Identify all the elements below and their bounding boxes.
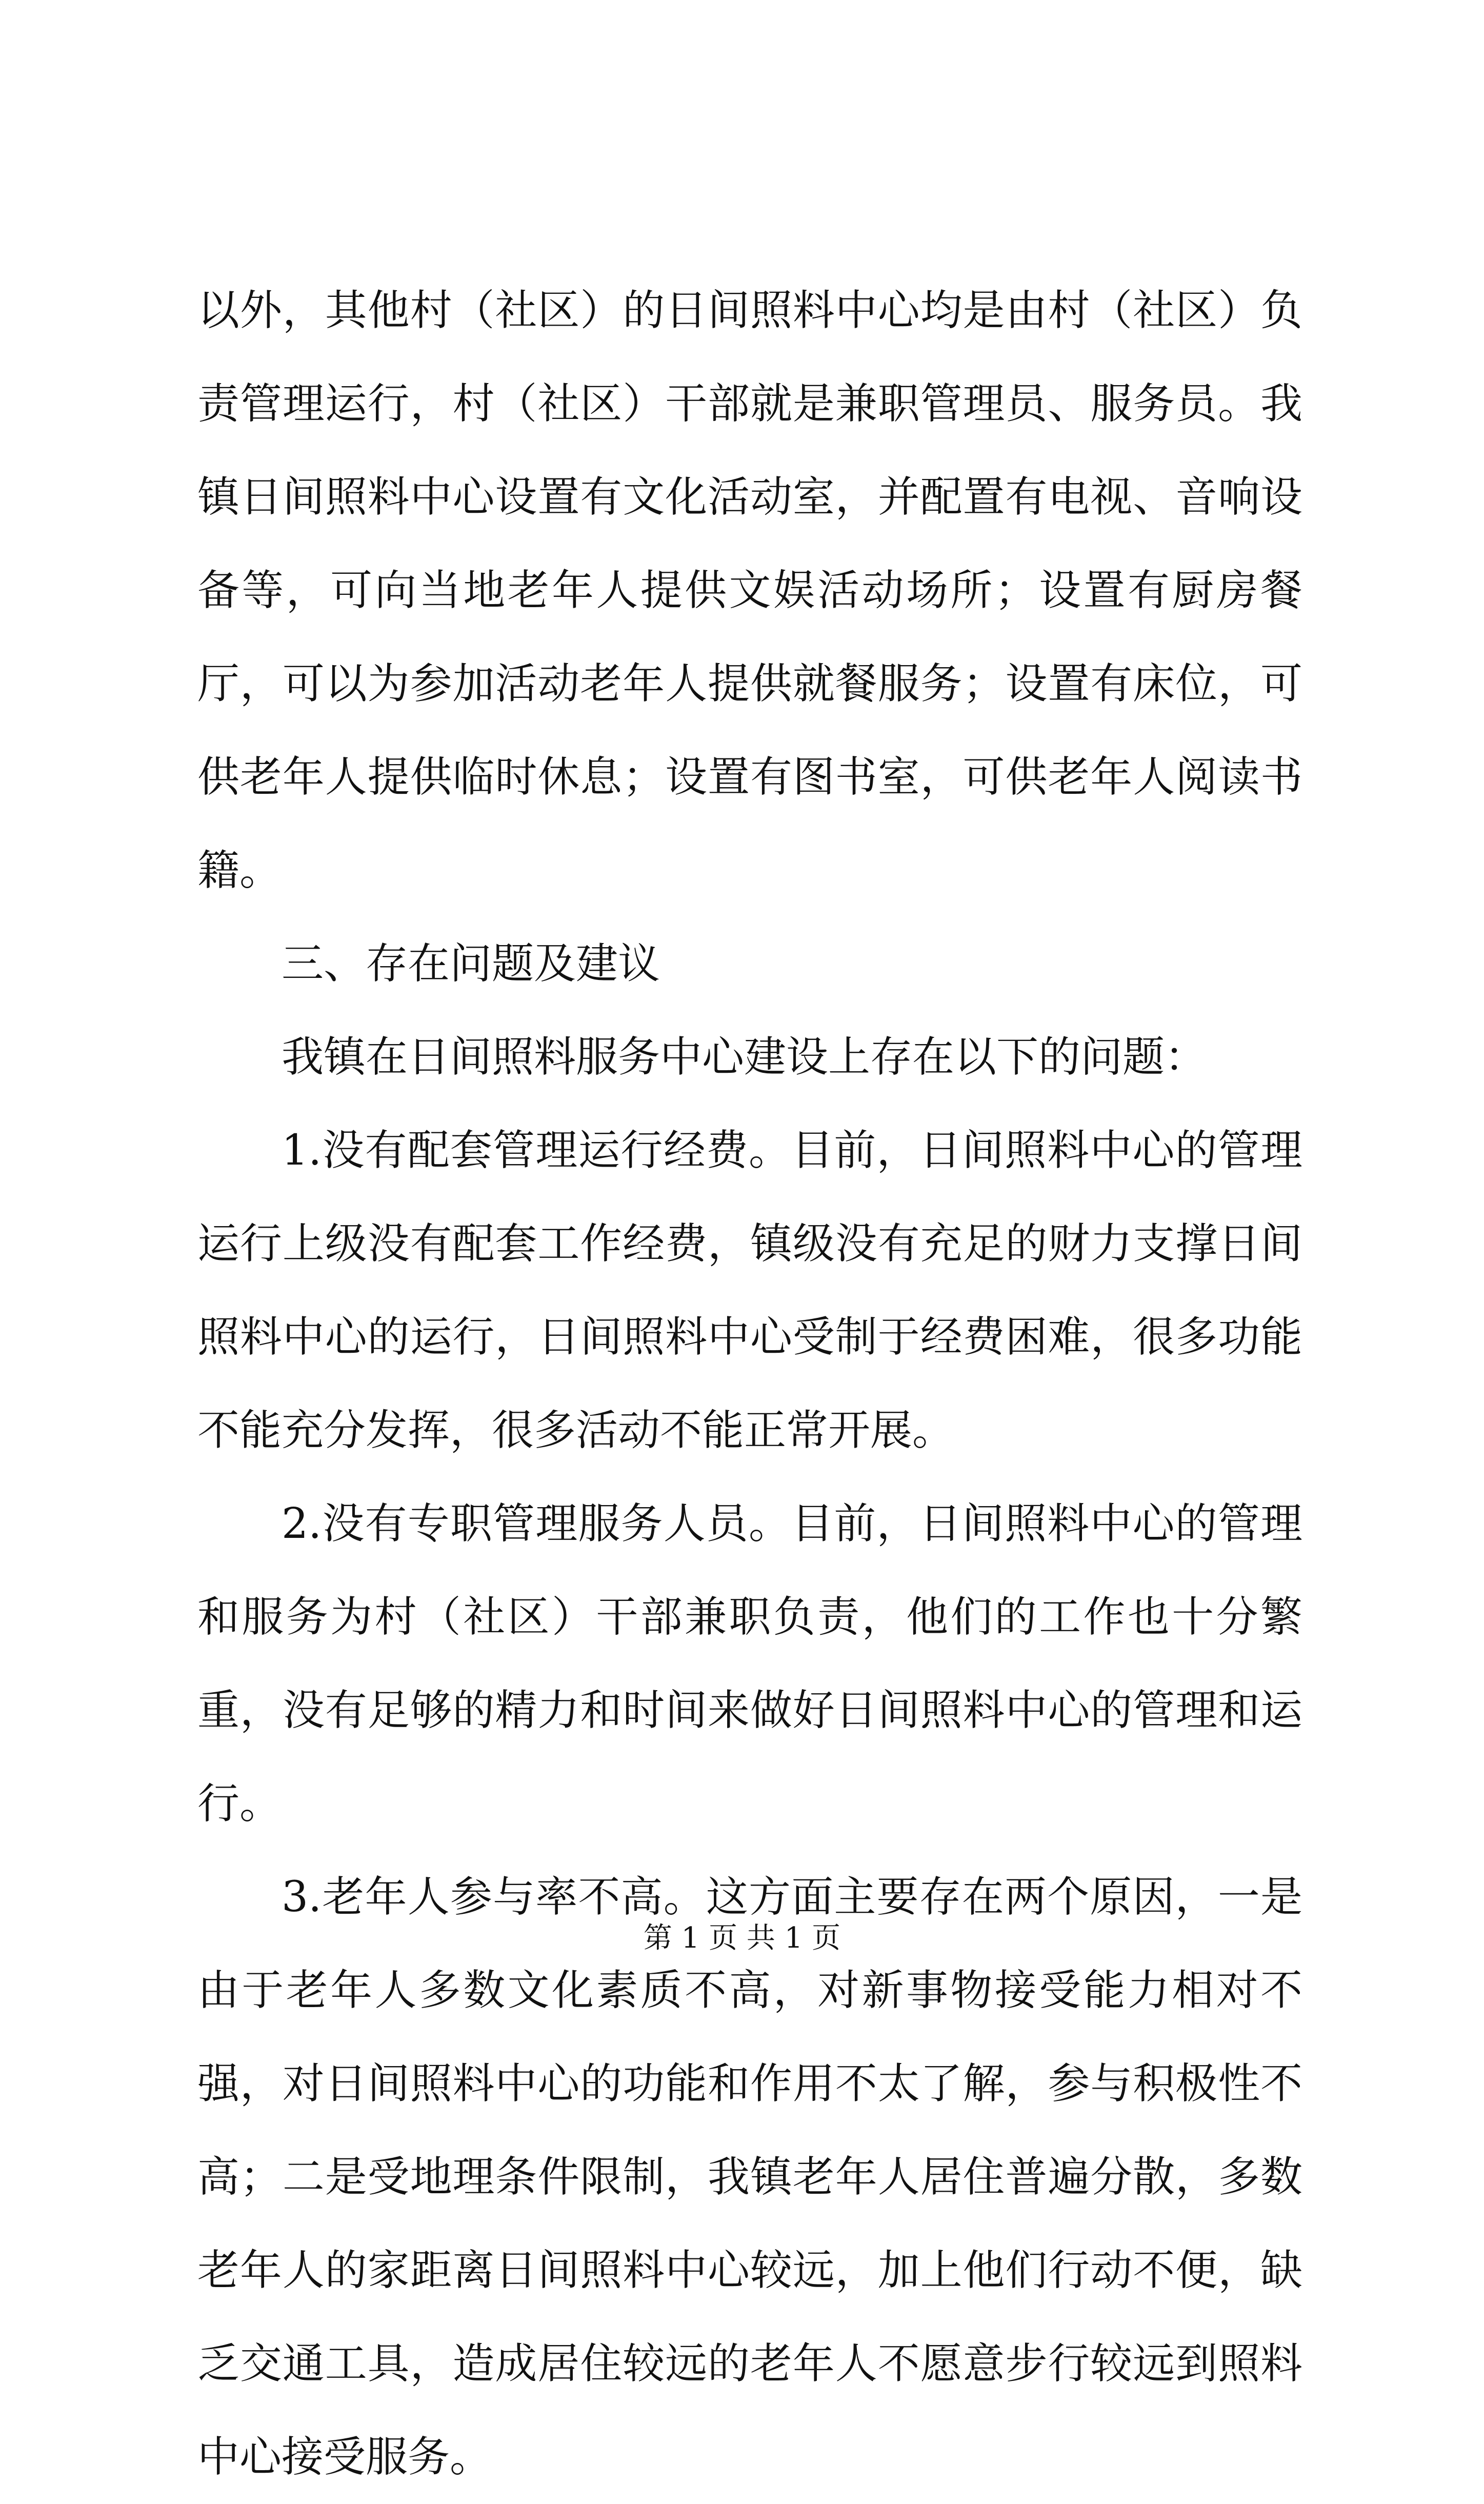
list-item-3: 3.老年人参与率不高。这方面主要存在两个原因，一是由于老年人多数文化素质不高，对新事物接受能力相对不强，对日间照料中心的功能和作用不太了解，参与积极性不高；二是受地理条件限制，我镇老年人居住普遍分散，多数老年人的家距离日间照料中心较远，加上他们行动不便，缺乏交通工具，造成居住较远的老年人不愿意步行较远到照料中心接受服务。 xyxy=(197,1873,1302,2481)
paragraph-intro: 我镇在日间照料服务中心建设上存在以下的问题： xyxy=(282,1033,1207,1081)
page-footer: 第 1 页 共 1 页 xyxy=(643,1921,841,1955)
list-item-1: 1.没有配套管理运行经费。目前，日间照料中心的管理运行上级没有配套工作经费，镇级没有充足的财力支撑日间照料中心的运行，日间照料中心受制于经费困难，很多功能不能充分发挥，很多活动不能正常开展。 xyxy=(197,1126,1302,1455)
section-heading: 三、存在问题及建议 xyxy=(282,939,660,988)
list-item-2: 2.没有专职管理服务人员。目前，日间照料中心的管理和服务为村（社区）干部兼职负责，他们的工作也十分繁重，没有足够的精力和时间来做好日间照料中心的管理和运行。 xyxy=(197,1499,1302,1828)
document-body xyxy=(197,264,1302,2504)
paragraph-continuation: 以外，其他村（社区）的日间照料中心均是由村（社区）负责管理运行，村（社区）干部就是兼职管理员、服务员。我镇日间照料中心设置有文化活动室，并配置有电视、音响设备等，可向当地老年人提供文娱活动场所；设置有厨房餐厅，可以为参加活动老年人提供就餐服务；设置有床位，可供老年人提供临时休息；设置有图书室，可供老年人阅读书籍。 xyxy=(197,286,1302,895)
